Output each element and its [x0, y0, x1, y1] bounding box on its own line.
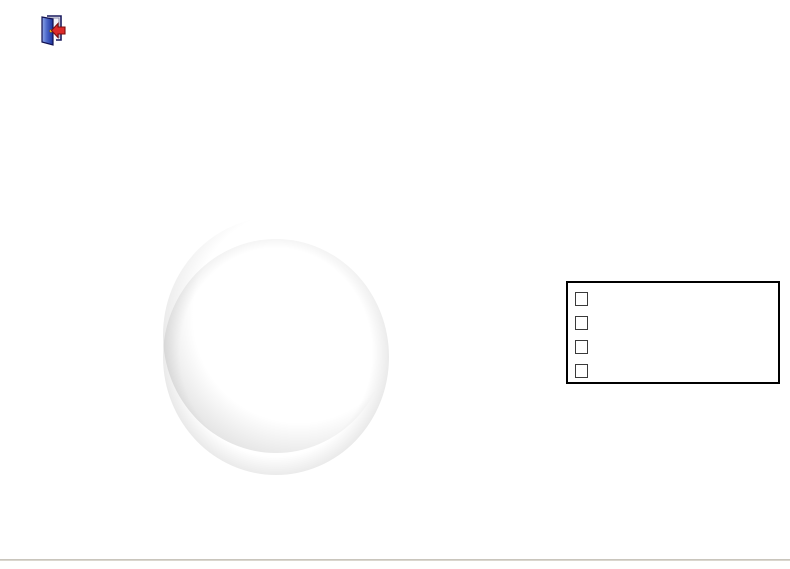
- legend-item-bar-salle: [575, 339, 597, 355]
- pie-chart[interactable]: [163, 217, 389, 475]
- bottom-divider: [0, 559, 790, 561]
- legend-swatch-hotel-chambre: [575, 364, 588, 378]
- legend-swatch-bar-salle: [575, 340, 588, 354]
- legend: [566, 281, 780, 384]
- legend-swatch-bar-comptoir: [575, 316, 588, 330]
- exit-door-icon: [38, 14, 66, 47]
- legend-swatch-restaurant-salle: [575, 292, 588, 306]
- pie-top: [163, 217, 389, 453]
- exit-button[interactable]: [38, 14, 66, 47]
- legend-item-hotel-chambre: [575, 363, 597, 379]
- legend-item-bar-comptoir: [575, 315, 597, 331]
- legend-item-restaurant-salle: [575, 291, 597, 307]
